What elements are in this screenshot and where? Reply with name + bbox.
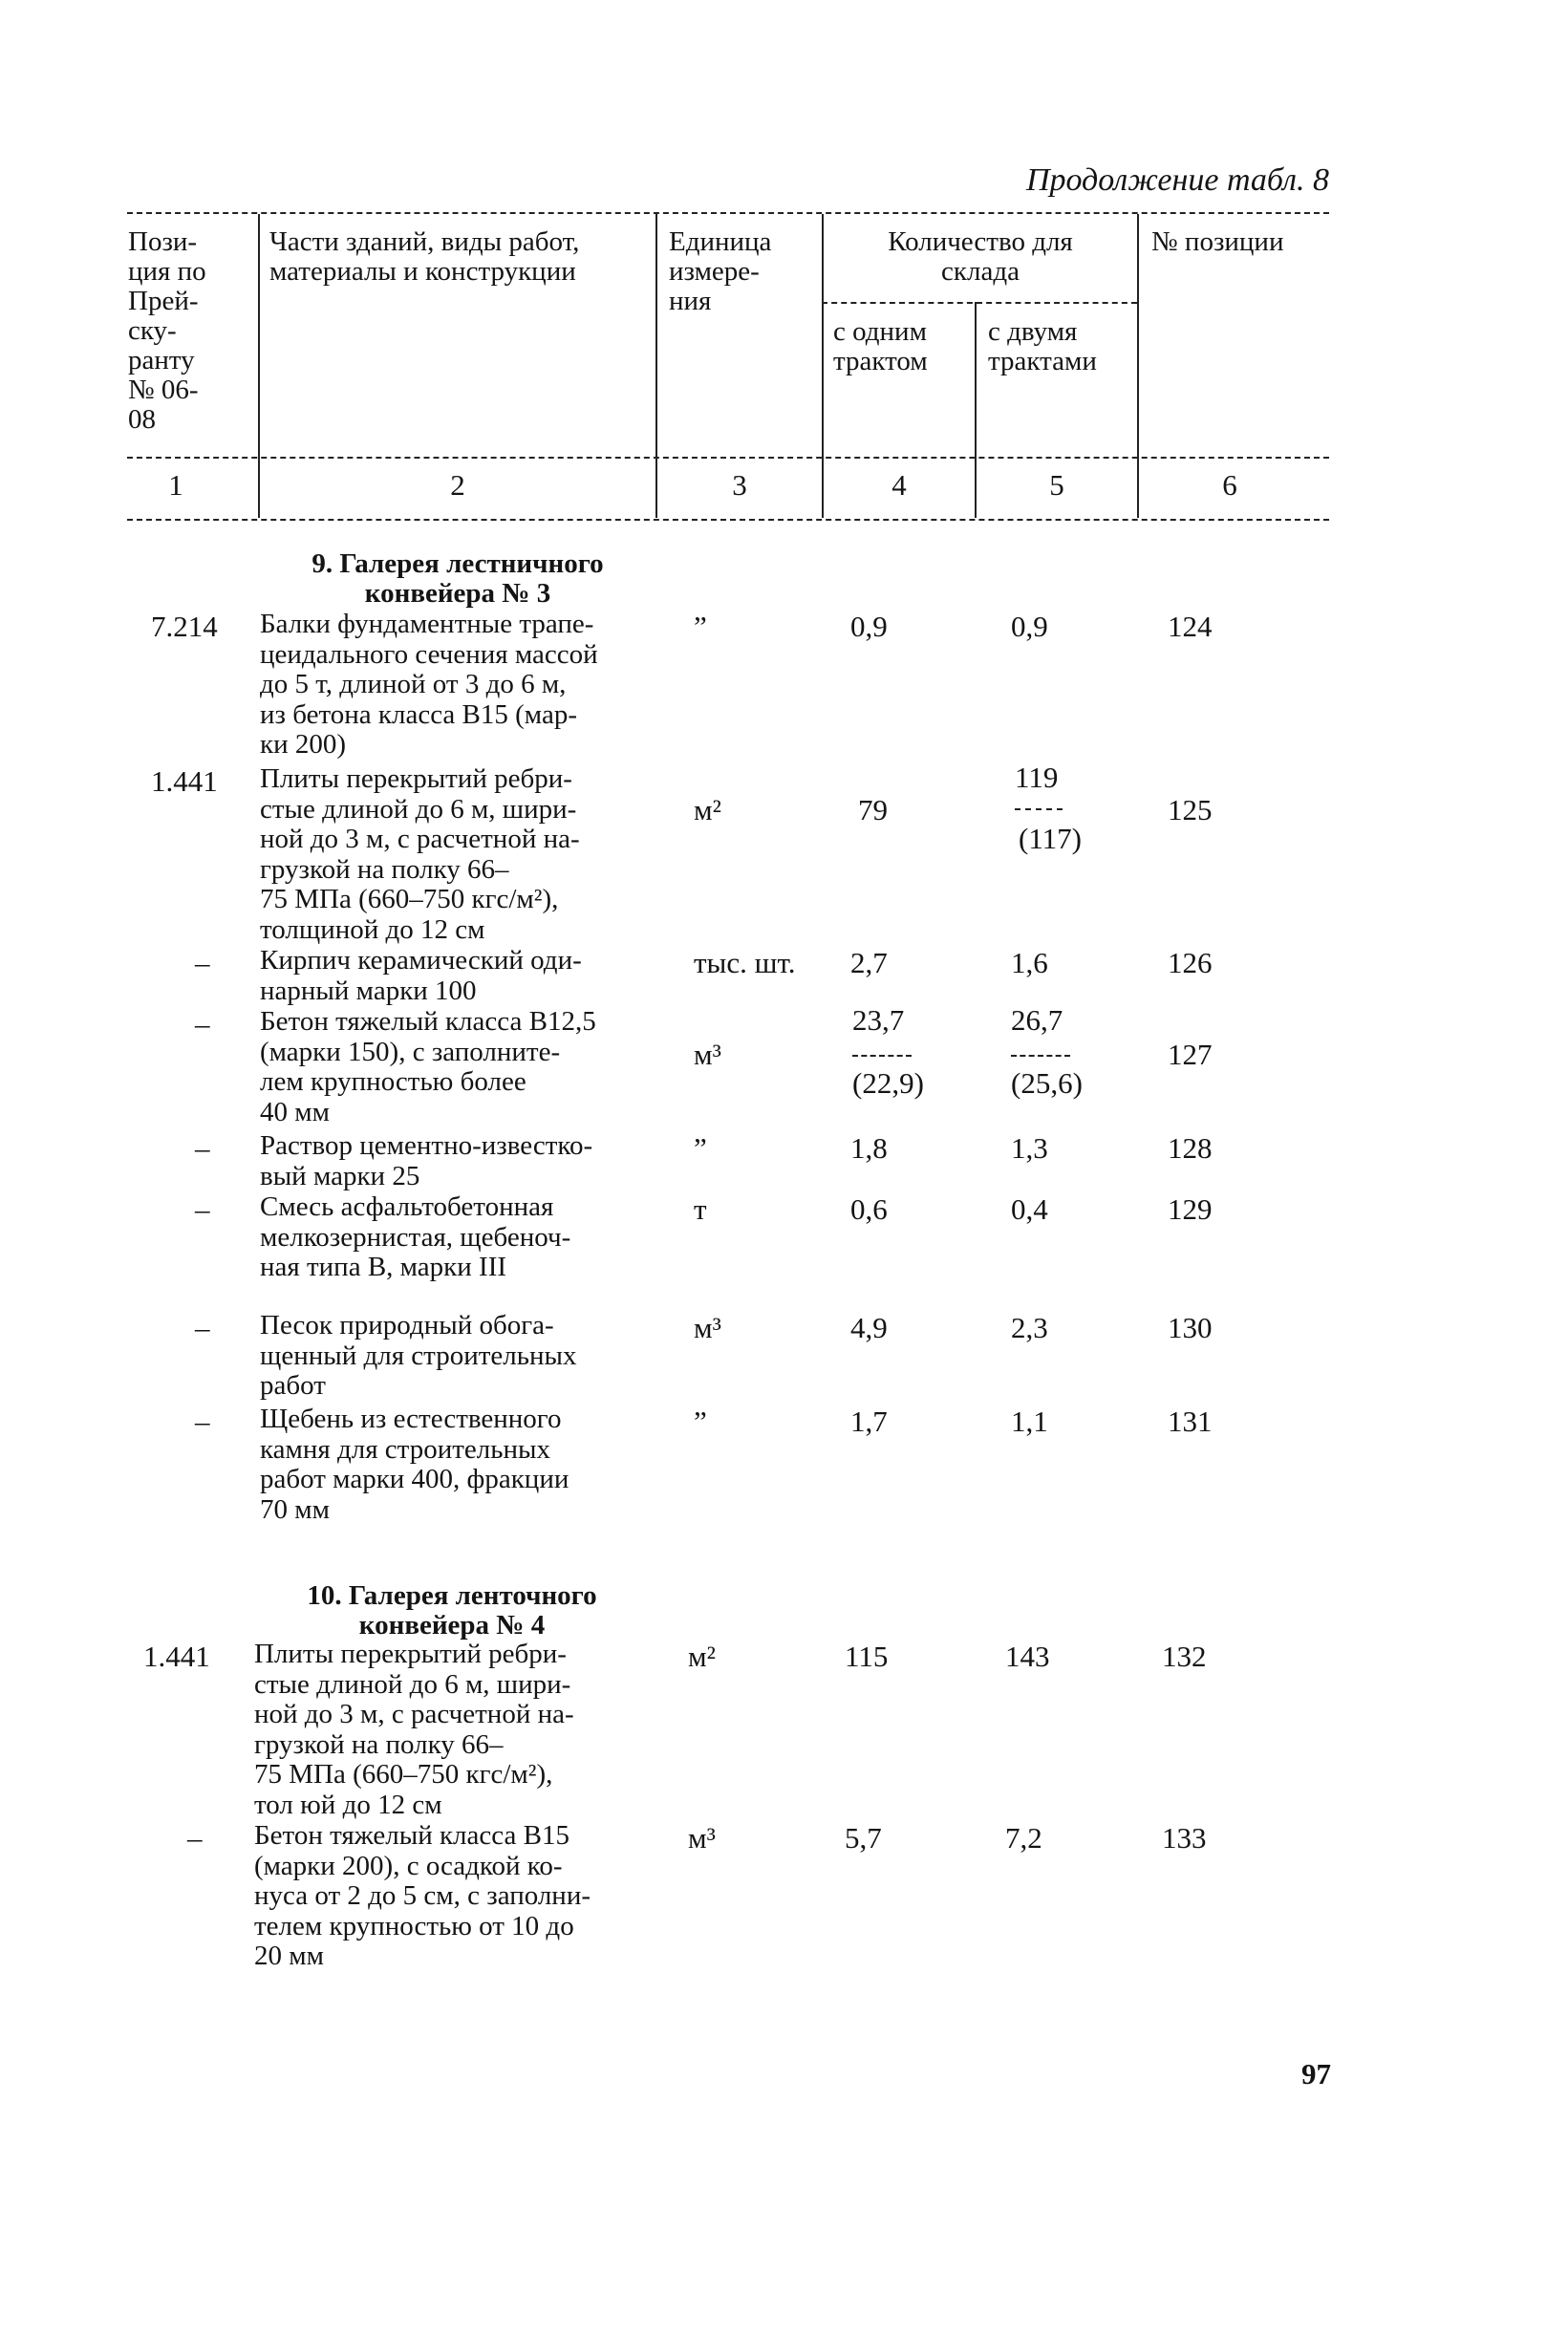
row-description	[260, 1131, 592, 1191]
qty-two-tracts: 143	[1005, 1640, 1050, 1673]
row-description	[260, 946, 582, 1006]
unit: м²	[688, 1640, 716, 1673]
description-line: щенный для строительных	[260, 1340, 577, 1371]
row-description	[260, 1007, 596, 1127]
header-quantity-line: склада	[941, 256, 1020, 287]
description-line: стые длиной до 6 м, шири-	[254, 1668, 571, 1700]
position-number: 124	[1168, 610, 1213, 643]
position-code: –	[195, 1192, 210, 1226]
description-line: 70 мм	[260, 1493, 330, 1525]
position-number: 129	[1168, 1192, 1213, 1226]
qty-one-tract: 2,7	[850, 946, 888, 979]
position-code: –	[195, 1131, 210, 1165]
header-col3	[669, 227, 771, 316]
description-line: ной до 3 м, с расчетной на-	[254, 1699, 574, 1729]
qty-two-tracts-top: 119	[1015, 761, 1059, 794]
qty-one-tract: 1,7	[850, 1405, 888, 1438]
description-line: Плиты перекрытий ребри-	[260, 763, 572, 794]
unit: ”	[694, 610, 707, 643]
position-number: 133	[1162, 1821, 1207, 1855]
qty-one-tract: 0,9	[850, 610, 888, 643]
description-line: Песок природный обога-	[260, 1310, 554, 1341]
position-code: 1.441	[143, 1640, 210, 1673]
qty-one-tract: 79	[858, 793, 888, 826]
header-quantity-group	[824, 227, 1137, 287]
qty-two-tracts: 2,3	[1011, 1311, 1048, 1344]
qty-one-tract: 115	[845, 1640, 889, 1673]
description-line: Бетон тяжелый класса В15	[254, 1820, 569, 1851]
header-col1-line: ранту	[128, 345, 195, 375]
header-col4-line: трактом	[833, 346, 928, 376]
qty-one-tract: 4,9	[850, 1311, 888, 1344]
colnum-6: 6	[1222, 468, 1237, 502]
unit: ”	[694, 1405, 707, 1438]
description-line: 75 МПа (660–750 кгс/м²),	[260, 884, 559, 914]
qty-one-tract-top: 23,7	[852, 1003, 905, 1037]
table-caption: Продолжение табл. 8	[1025, 162, 1329, 198]
position-number: 125	[1168, 793, 1213, 826]
unit: м³	[694, 1038, 721, 1071]
description-line: 75 МПа (660–750 кгс/м²),	[254, 1759, 553, 1790]
section-title-line: 10. Галерея ленточного	[307, 1580, 597, 1611]
colnum-5: 5	[1049, 468, 1064, 502]
row-description	[260, 764, 580, 945]
header-bottom-rule	[127, 457, 1329, 459]
position-number: 128	[1168, 1131, 1213, 1165]
fraction-line	[1011, 1055, 1070, 1057]
header-col5-line: трактами	[988, 346, 1097, 376]
section-title-line: конвейера № 3	[364, 578, 551, 609]
header-col2-line: Части зданий, виды работ,	[269, 226, 580, 257]
description-line: до 5 т, длиной от 3 до 6 м,	[260, 669, 567, 699]
header-col1-line: ску-	[128, 315, 177, 346]
qty-two-tracts: 0,4	[1011, 1192, 1048, 1226]
fraction-line	[852, 1055, 912, 1057]
description-line: камня для строительных	[260, 1433, 550, 1465]
colnum-bottom-rule	[127, 519, 1329, 521]
row-description	[254, 1640, 574, 1820]
description-line: ной до 3 м, с расчетной на-	[260, 824, 580, 854]
description-line: 20 мм	[254, 1941, 324, 1971]
description-line: грузкой на полку 66–	[254, 1728, 504, 1760]
position-number: 127	[1168, 1038, 1213, 1071]
position-code: –	[187, 1821, 203, 1855]
description-line: работ марки 400, фракции	[260, 1464, 569, 1494]
qty-one-tract: 0,6	[850, 1192, 888, 1226]
description-line: цеидального сечения массой	[260, 638, 598, 670]
position-code: –	[195, 1007, 210, 1040]
description-line: лем крупностью более	[260, 1066, 526, 1097]
description-line: 40 мм	[260, 1096, 330, 1127]
header-col3-line: ния	[669, 286, 712, 316]
description-line: стые длиной до 6 м, шири-	[260, 793, 577, 825]
header-col3-line: Единица	[669, 226, 772, 257]
qty-two-tracts: 7,2	[1005, 1821, 1042, 1855]
section-title-line: конвейера № 4	[358, 1610, 546, 1641]
unit: м²	[694, 793, 721, 826]
section-title	[254, 1581, 650, 1641]
description-line: Кирпич керамический оди-	[260, 945, 582, 976]
page-number: 97	[1301, 2057, 1331, 2091]
description-line: толщиной до 12 см	[260, 913, 485, 945]
position-code: –	[195, 1311, 210, 1344]
position-code: 7.214	[151, 610, 218, 643]
header-col4	[833, 317, 928, 376]
description-line: Смесь асфальтобетонная	[260, 1191, 554, 1222]
fraction-line	[1015, 808, 1063, 810]
qty-two-tracts: 1,6	[1011, 946, 1048, 979]
description-line: Щебень из естественного	[260, 1404, 562, 1434]
description-line: работ	[260, 1370, 326, 1401]
header-col1	[128, 227, 206, 435]
position-number: 130	[1168, 1311, 1213, 1344]
header-col1-line: 08	[128, 404, 156, 435]
qty-two-tracts-bottom: (117)	[1019, 822, 1082, 855]
unit: тыс. шт.	[694, 946, 796, 979]
position-code: 1.441	[151, 764, 218, 798]
description-line: Балки фундаментные трапе-	[260, 609, 594, 639]
description-line: ная типа В, марки III	[260, 1252, 507, 1282]
row-description	[260, 1192, 570, 1283]
qty-two-tracts-bottom: (25,6)	[1011, 1066, 1083, 1100]
position-code: –	[195, 1405, 210, 1438]
description-line: Плиты перекрытий ребри-	[254, 1639, 567, 1669]
position-number: 126	[1168, 946, 1213, 979]
qty-one-tract: 1,8	[850, 1131, 888, 1165]
position-code: –	[195, 946, 210, 979]
row-description	[260, 1311, 576, 1402]
unit: ”	[694, 1131, 707, 1165]
header-col5	[988, 317, 1097, 376]
section-title-line: 9. Галерея лестничного	[311, 548, 604, 579]
header-quantity-line: Количество для	[888, 226, 1073, 257]
qty-two-tracts-top: 26,7	[1011, 1003, 1063, 1037]
description-line: (марки 150), с заполните-	[260, 1036, 561, 1067]
header-col5-line: с двумя	[988, 316, 1078, 347]
description-line: нуса от 2 до 5 см, с заполни-	[254, 1880, 591, 1911]
qty-two-tracts: 1,1	[1011, 1405, 1048, 1438]
header-col1-line: Прей-	[128, 286, 199, 316]
description-line: телем крупностью от 10 до	[254, 1910, 574, 1941]
qty-two-tracts: 0,9	[1011, 610, 1048, 643]
colnum-2: 2	[450, 468, 465, 502]
header-col3-line: измере-	[669, 256, 760, 287]
description-line: нарный марки 100	[260, 975, 477, 1006]
colnum-1: 1	[168, 468, 183, 502]
position-number: 131	[1168, 1405, 1213, 1438]
position-number: 132	[1162, 1640, 1207, 1673]
unit: т	[694, 1192, 707, 1226]
description-line: ки 200)	[260, 729, 347, 760]
description-line: грузкой на полку 66–	[260, 853, 509, 885]
row-description	[260, 1405, 569, 1525]
row-description	[254, 1821, 591, 1972]
qty-one-tract: 5,7	[845, 1821, 882, 1855]
header-col6: № позиции	[1151, 226, 1284, 257]
header-top-rule	[127, 212, 1329, 214]
header-col1-line: Пози-	[128, 226, 198, 257]
description-line: вый марки 25	[260, 1160, 420, 1191]
header-col2-line: материалы и конструкции	[269, 256, 576, 287]
section-title	[260, 549, 655, 609]
header-col4-line: с одним	[833, 316, 927, 347]
qty-two-tracts: 1,3	[1011, 1131, 1048, 1165]
description-line: Раствор цементно-известко-	[260, 1130, 593, 1161]
unit: м³	[688, 1821, 716, 1855]
colnum-3: 3	[732, 468, 747, 502]
unit: м³	[694, 1311, 721, 1344]
description-line: тол юй до 12 см	[254, 1789, 442, 1820]
header-col1-line: ция по	[128, 256, 206, 287]
colnum-4: 4	[891, 468, 907, 502]
description-line: мелкозернистая, щебеноч-	[260, 1221, 571, 1253]
description-line: (марки 200), с осадкой ко-	[254, 1850, 563, 1881]
subheader-rule	[822, 302, 1137, 304]
header-col2	[269, 227, 579, 287]
description-line: из бетона класса В15 (мар-	[260, 698, 577, 730]
header-col1-line: № 06-	[128, 375, 199, 405]
description-line: Бетон тяжелый класса В12,5	[260, 1006, 596, 1037]
qty-one-tract-bottom: (22,9)	[852, 1066, 924, 1100]
row-description	[260, 610, 598, 761]
